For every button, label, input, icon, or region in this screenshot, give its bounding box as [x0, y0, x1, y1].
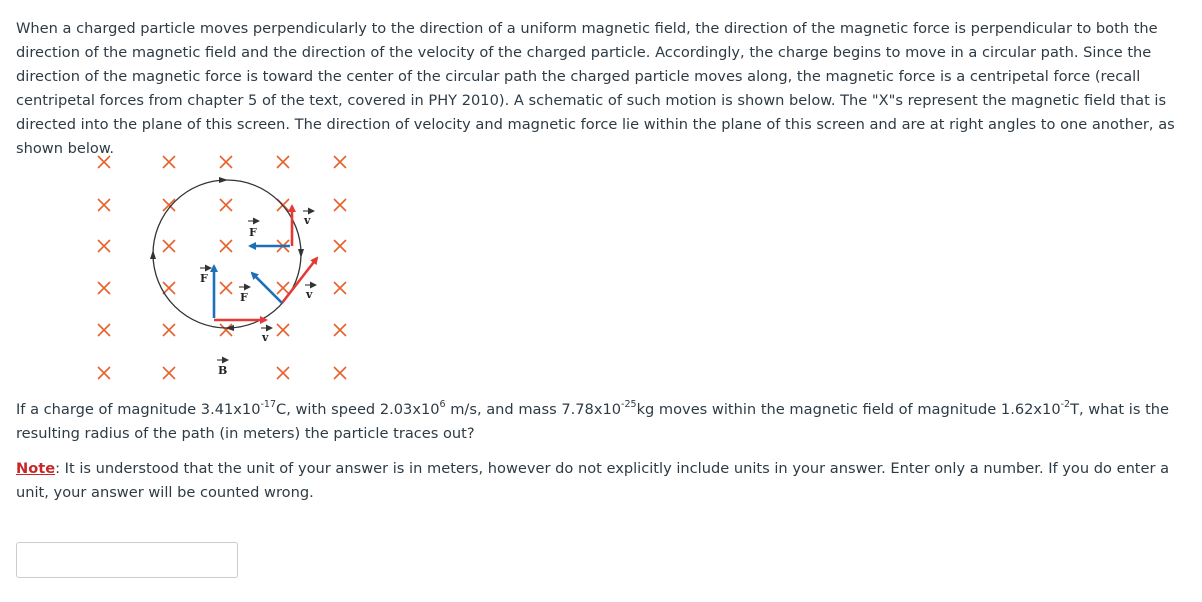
velocity-label-right: [305, 285, 315, 301]
svg-text:F: F: [200, 272, 208, 285]
svg-text:F: F: [249, 226, 257, 239]
svg-text:F: F: [240, 291, 248, 304]
velocity-label-top: [303, 211, 313, 227]
note-label: Note: [16, 460, 56, 477]
force-label-top: [248, 221, 258, 239]
velocity-label-bottom: [261, 328, 271, 344]
svg-text:v: v: [306, 288, 313, 301]
intro-paragraph: When a charged particle moves perpendicularly to the direction of a uniform magnetic field, the direction of the magnetic force is perpendicular to both the direction of the magnetic field and the direction of the velocity of the charged particle. Accordingly, the charge begins to move in a circular path. Since the direction of the magnetic force is toward the center of the circular path the charged particle moves along, the magnetic force is a centripetal force (recall centripetal forces from chapter 5 of the text, covered in PHY 2010). A schematic of such motion is shown below. The "X"s represent the magnetic field that is directed into the plane of this screen. The direction of velocity and magnetic force lie within the plane of this screen and are at right angles to one another, as shown below.: [16, 20, 1175, 157]
note-text: : It is understood that the unit of your answer is in meters, however do not explicitly include units in your answer. Enter only a number. If you do enter a unit, your answer will be counted wrong.: [16, 460, 1170, 501]
svg-text:v: v: [304, 214, 311, 227]
svg-text:v: v: [262, 331, 269, 344]
field-label-b: [217, 360, 227, 377]
note-paragraph: [16, 457, 1196, 505]
magnetic-field-diagram: [92, 148, 354, 388]
circular-path: [153, 180, 301, 328]
force-label-mid: [239, 287, 249, 304]
answer-input[interactable]: [16, 542, 238, 578]
force-label-left: [200, 268, 210, 285]
svg-text:B: B: [218, 364, 228, 377]
question-text: If a charge of magnitude $3.41x10^{-17}C$, with speed $2.03x10^6$ m/s, and mass $7.78x10^{-25}kg$ moves within the magnetic field of magnitude $1.62x10^{-2}T$, what is the resulting radius of the path (in meters) the particle traces out?: [16, 399, 1170, 442]
